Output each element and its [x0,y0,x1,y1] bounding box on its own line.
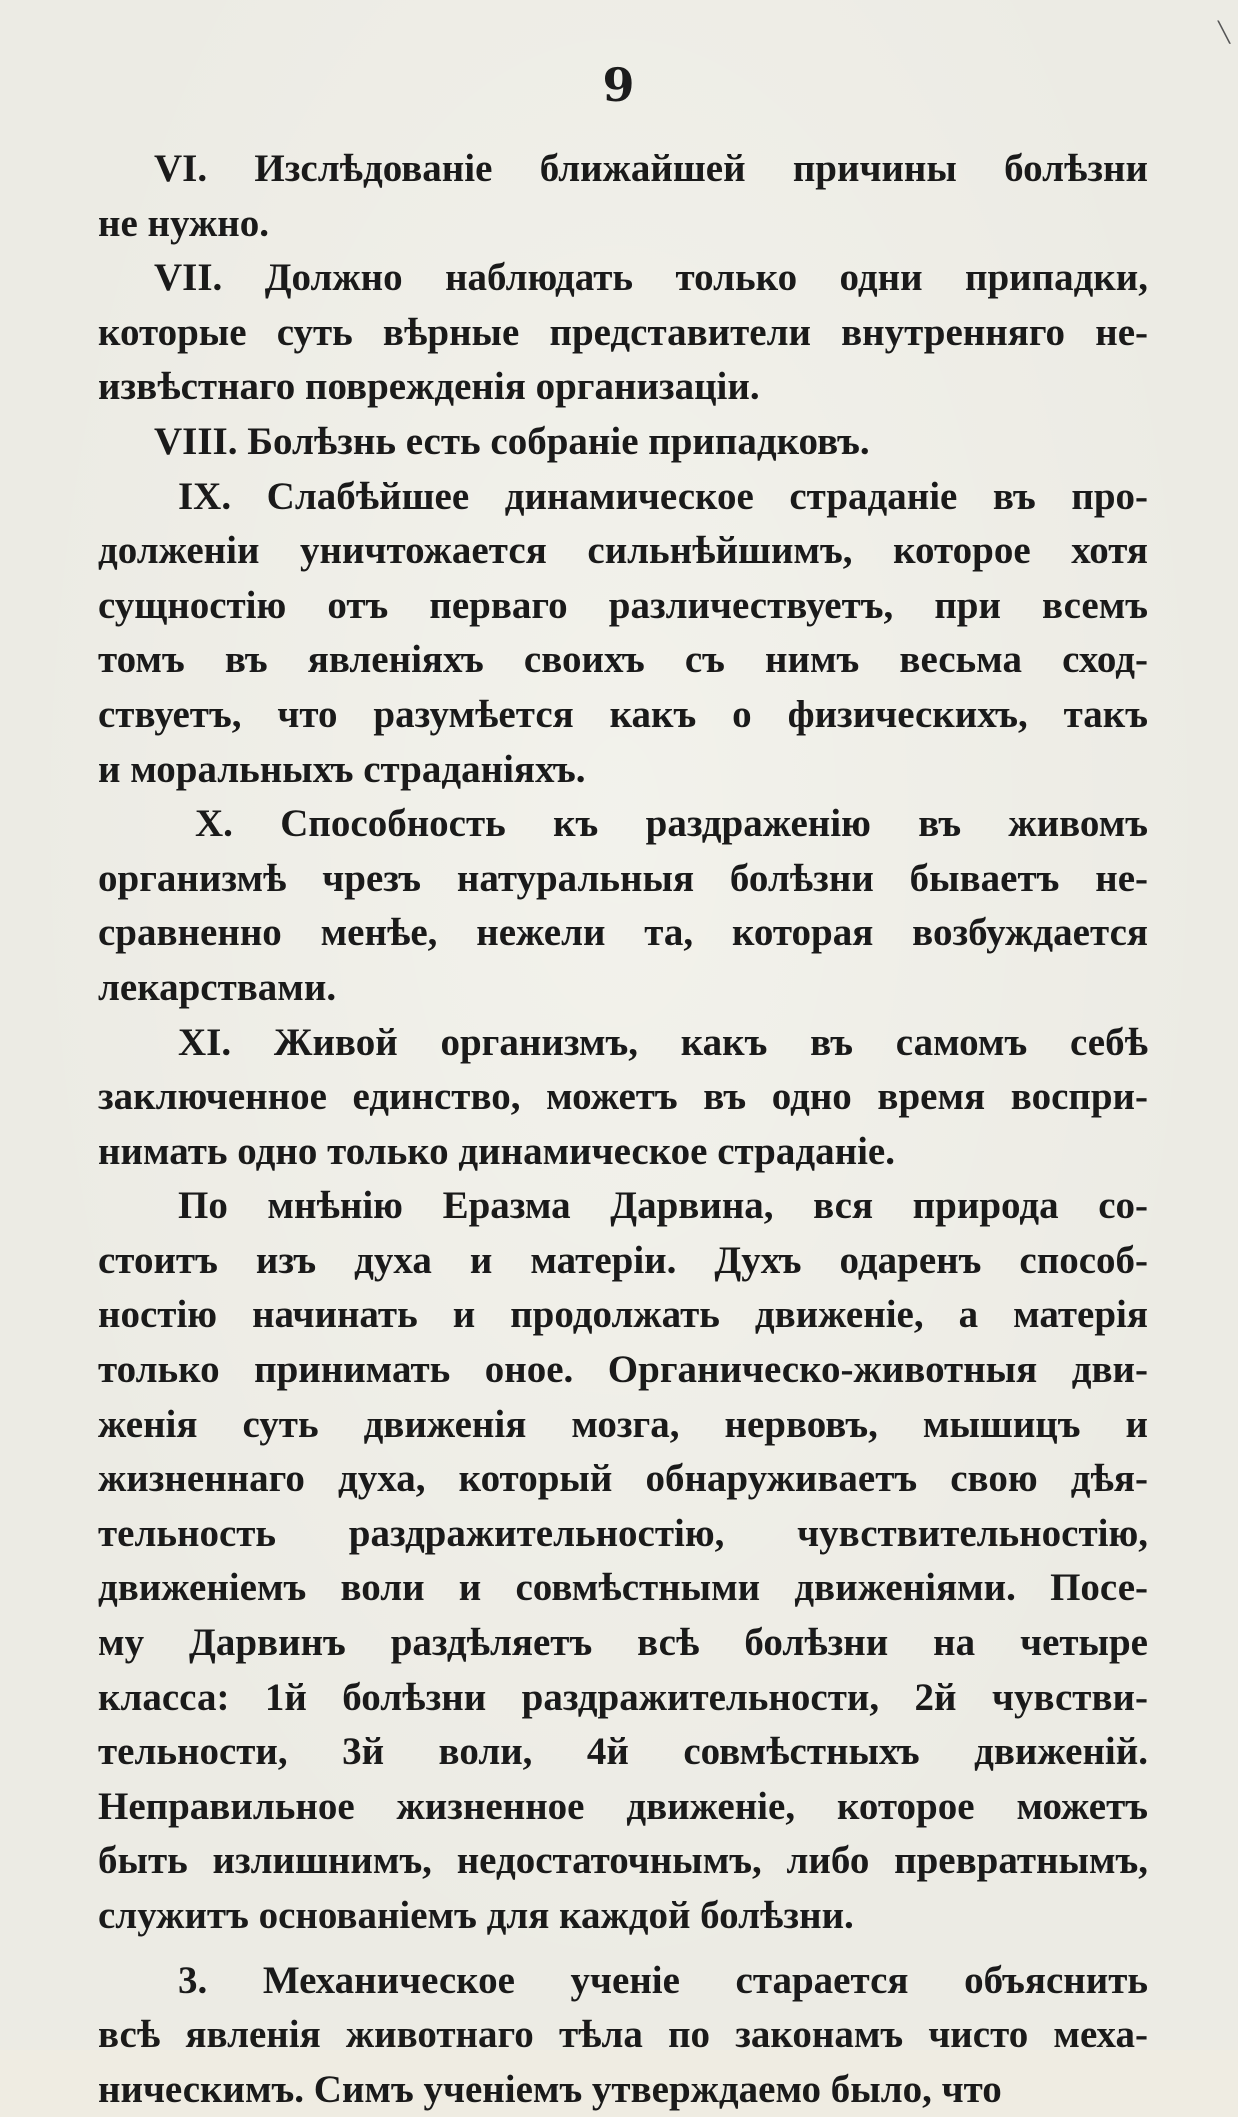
text-line: стоитъ изъ духа и матеріи. Духъ одаренъ способ- [98,1238,1148,1282]
paragraph [98,1179,1148,1943]
text-line: служитъ основаніемъ для каждой болѣзни. [98,1894,854,1937]
text-line: 3. Механическое ученіе старается объяснить [178,1958,1148,2002]
text-line: XI. Живой организмъ, какъ въ самомъ себѣ [178,1020,1148,1064]
text-line: заключенное единство, можетъ въ одно время воспри- [98,1075,1148,1119]
text-line: тельности, 3й воли, 4й совмѣстныхъ движеній. [98,1730,1148,1774]
paragraph [98,1016,1148,1180]
text-line: Неправильное жизненное движеніе, которое можетъ [98,1784,1148,1828]
text-line: VIII. Болѣзнь есть собраніе припадковъ. [154,419,870,463]
body-text [98,142,1148,2117]
text-line: му Дарвинъ раздѣляетъ всѣ болѣзни на четыре [98,1621,1148,1665]
text-line: тельность раздражительностію, чувствительностію, [98,1511,1148,1555]
text-line: только принимать оное. Органическо-животныя дви- [98,1348,1148,1392]
text-line: томъ въ явленіяхъ своихъ съ нимъ весьма сход- [98,638,1148,682]
paragraph [98,415,1148,470]
text-line: всѣ явленія животнаго тѣла по законамъ чисто меха- [98,2013,1148,2057]
text-line: движеніемъ воли и совмѣстными движеніями. Посе- [98,1566,1148,1610]
text-line: лекарствами. [98,965,337,1009]
paragraph [98,251,1148,415]
edge-mark: ╲ [1218,20,1231,44]
text-line: ностію начинать и продолжать движеніе, а матерія [98,1293,1148,1337]
page-number: 9 [602,58,636,112]
paragraph [98,142,1148,251]
text-line: VII. Должно наблюдать только одни припадки, [154,256,1148,300]
text-line: которые суть вѣрные представители внутренняго не- [98,310,1148,354]
text-line: быть излишнимъ, недостаточнымъ, либо превратнымъ, [98,1839,1148,1883]
text-line: класса: 1й болѣзни раздражительности, 2й чувстви- [98,1675,1148,1719]
text-line: ническимъ. Симъ ученіемъ утверждаемо было, что [98,2067,1002,2111]
text-line: X. Способность къ раздраженію въ живомъ [195,802,1148,846]
text-line: сравненно менѣе, нежели та, которая возбуждается [98,911,1148,955]
text-line: ствуетъ, что разумѣется какъ о физическихъ, такъ [98,692,1148,736]
text-line: VI. Изслѣдованіе ближайшей причины болѣзни [154,147,1148,190]
text-line: женія суть движенія мозга, нервовъ, мышицъ и [98,1402,1148,1446]
text-line: извѣстнаго поврежденія организаціи. [98,365,760,409]
text-line: нимать одно только динамическое страданіе. [98,1129,895,1173]
text-line: долженіи уничтожается сильнѣйшимъ, которое хотя [98,529,1148,573]
text-line: организмѣ чрезъ натуральныя болѣзни бываетъ не- [98,856,1148,900]
text-line: жизненнаго духа, который обнаруживаетъ свою дѣя- [98,1457,1148,1501]
text-line: сущностію отъ перваго различествуетъ, при всемъ [98,583,1148,627]
text-line: и моральныхъ страданіяхъ. [98,747,586,791]
paragraph [98,797,1148,1015]
text-line: не нужно. [98,201,269,245]
paragraph [98,1954,1148,2117]
text-line: По мнѣнію Еразма Дарвина, вся природа со- [178,1184,1148,1228]
paragraph [98,470,1148,798]
text-line: IX. Слабѣйшее динамическое страданіе въ про- [178,474,1148,518]
